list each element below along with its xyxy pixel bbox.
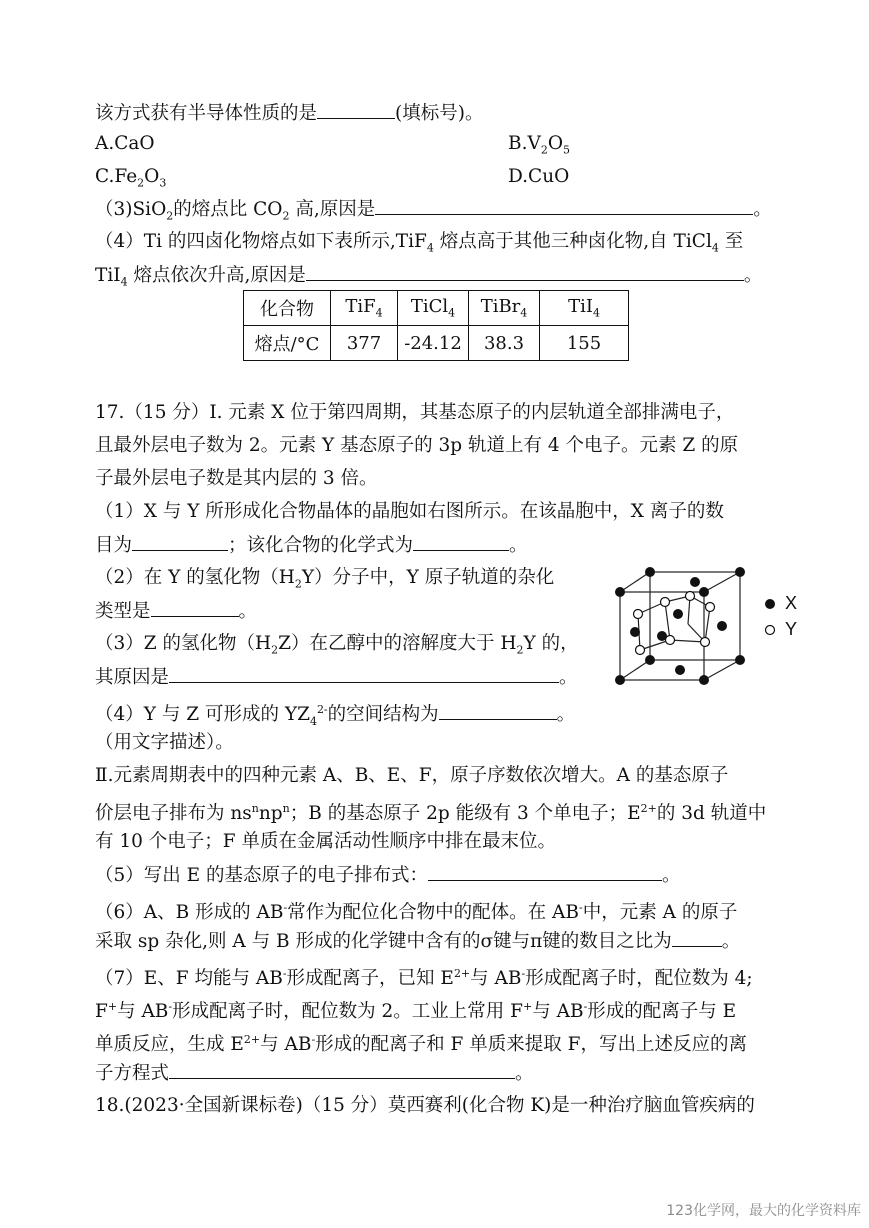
option-b: $B.V_2O_5$ (508, 133, 571, 157)
y-ion (636, 646, 645, 655)
q17-line: （5）写出 E 的基态原子的电子排布式： 。 (95, 862, 681, 889)
q17-line: 单质反应，生成 $E^{2+}$与 AB-形成的配离子和 F 单质来提取 F，写出上述反应的离 (95, 1033, 747, 1056)
x-ion (645, 567, 655, 577)
q18-line: 18.(2023·全国新课标卷)（15 分）莫西赛利(化合物 K)是一种治疗脑血管疾病的 (95, 1095, 755, 1116)
q17-line: 有 10 个电子；F 单质在金属活动性顺序中排在最末位。 (95, 831, 557, 852)
table-header-cell: TiBr$_4$ (469, 291, 540, 326)
x-ion (630, 627, 640, 637)
answer-blank[interactable] (317, 100, 395, 119)
q17-line: 价层电子排布为 $ns^nnp^n$；B 的基态原子 2p 能级有 3 个单电子；$E^{2+}$的 3d 轨道中 (95, 802, 767, 825)
answer-blank[interactable] (169, 664, 559, 683)
table-cell: 38.3 (469, 326, 540, 361)
x-ion (735, 655, 745, 665)
melting-point-table (243, 290, 629, 361)
y-ion (701, 638, 710, 647)
table-cell: 377 (331, 326, 398, 361)
q16-part3: （3)SiO$_2$的熔点比 $CO_2$ 高,原因是 。 (95, 196, 772, 230)
table-cell: 熔点/°C (244, 326, 331, 361)
q17-line: （4）Y 与 Z 可形成的 $YZ_4^{2-}$的空间结构为 。 (95, 703, 576, 728)
q17-line: （用文字描述）。 (95, 732, 234, 753)
x-ion (699, 675, 709, 685)
table-header-cell: TiF$_4$ (331, 291, 398, 326)
x-ion (690, 577, 700, 587)
table-row (244, 326, 629, 361)
q16-part4-line2: TiI$_4$ 熔点依次升高,原因是 。 (95, 262, 762, 296)
legend-y-marker (766, 626, 775, 635)
q17-line: 采取 sp 杂化,则 A 与 B 形成的化学键中含有的σ键与π键的数目之比为 。 (95, 928, 740, 955)
q16-intro: 该方式获有半导体性质的是 (填标号)。 (95, 100, 483, 127)
x-ion (699, 587, 709, 597)
unit-cell-figure (610, 562, 810, 692)
q17-line: 其原因是 。 (95, 664, 578, 691)
table-header-cell: 化合物 (244, 291, 331, 326)
answer-blank[interactable] (672, 928, 722, 947)
q17-line: （7）E、F 均能与 AB-形成配离子，已知 $E^{2+}$与 AB-形成配离子时，配位数为 4; (95, 967, 753, 990)
table-header-cell: TiCl$_4$ (398, 291, 469, 326)
q17-line: 类型是 。 (95, 598, 257, 625)
y-ion (661, 598, 670, 607)
legend-x-marker (765, 599, 775, 609)
x-ion (645, 655, 655, 665)
answer-blank[interactable] (375, 196, 753, 215)
q17-line: 17.（15 分）Ⅰ. 元素 X 位于第四周期，其基态原子的内层轨道全部排满电子， (95, 402, 735, 423)
answer-blank[interactable] (151, 598, 239, 617)
y-ion (686, 592, 695, 601)
x-ion (615, 587, 625, 597)
q17-line: 子最外层电子数是其内层的 3 倍。 (95, 468, 378, 489)
legend-x-label: X (785, 593, 798, 613)
x-ion (735, 567, 745, 577)
q17-line: 且最外层电子数为 2。元素 Y 基态原子的 3p 轨道上有 4 个电子。元素 Z 的原 (95, 435, 739, 456)
table-row (244, 291, 629, 326)
q16-part4-line1: （4）Ti 的四卤化物熔点如下表所示,TiF$_4$ 熔点高于其他三种卤化物,自 TiCl$_4$ 至 (95, 231, 744, 255)
q17-line: 目为 ；该化合物的化学式为 。 (95, 532, 528, 559)
footer-watermark: 123化学网，最大的化学资料库 (666, 1203, 861, 1219)
q17-line: （3）Z 的氢化物$(H_2Z)$在乙醇中的溶解度大于 $H_2Y$ 的， (95, 633, 579, 657)
answer-blank[interactable] (439, 701, 557, 720)
y-ion (634, 610, 643, 619)
q17-line: （1）X 与 Y 所形成化合物晶体的晶胞如右图所示。在该晶胞中，X 离子的数 (95, 501, 724, 522)
answer-blank[interactable] (428, 862, 662, 881)
q17-line: （2）在 Y 的氢化物$(H_2Y)$分子中，Y 原子轨道的杂化 (95, 567, 555, 591)
x-ion (615, 675, 625, 685)
option-a: A.CaO (95, 133, 155, 154)
option-c: $C.Fe_2O_3$ (95, 166, 167, 190)
y-ion (706, 603, 715, 612)
legend-y-label: Y (785, 619, 798, 639)
x-ion (675, 665, 685, 675)
answer-blank[interactable] (306, 262, 744, 281)
q17-line: Ⅱ.元素周期表中的四种元素 A、B、E、F，原子序数依次增大。A 的基态原子 (95, 765, 729, 786)
answer-blank[interactable] (132, 532, 228, 551)
table-header-cell: TiI$_4$ (540, 291, 629, 326)
q17-line: （6）A、B 形成的 AB-常作为配位化合物中的配体。在 AB-中，元素 A 的原子 (95, 901, 738, 924)
option-d: D.CuO (508, 166, 570, 187)
x-ion (673, 609, 683, 619)
answer-blank[interactable] (169, 1060, 515, 1079)
q17-line: F+与 AB-形成配离子时，配位数为 2。工业上常用 F+与 AB-形成的配离子与 E (95, 1000, 737, 1023)
table-cell: 155 (540, 326, 629, 361)
answer-blank[interactable] (413, 532, 509, 551)
q17-line: 子方程式 。 (95, 1060, 534, 1087)
table-cell: -24.12 (398, 326, 469, 361)
x-ion (717, 621, 727, 631)
y-ion (666, 636, 675, 645)
